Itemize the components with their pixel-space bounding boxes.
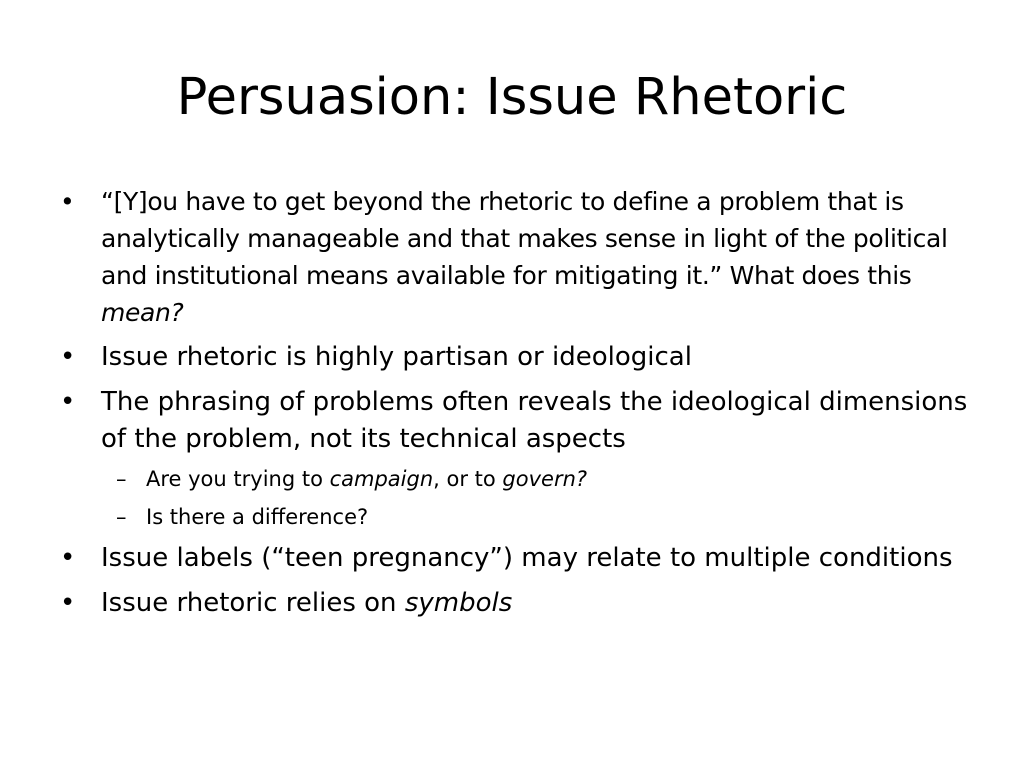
bullet-marker: • [60,342,76,372]
sub-bullet-text: Is there a difference? [146,505,369,529]
bullet-italic-text: symbols [404,588,513,618]
sub-bullet-item [116,502,970,532]
slide-title: Persuasion: Issue Rhetoric [176,68,848,127]
bullet-marker: • [60,387,76,417]
bullet-text: Issue rhetoric is highly partisan or ideological [101,342,692,372]
bullet-list [60,183,970,630]
sub-bullet-item [116,464,970,494]
sub-bullet-italic-text: govern? [502,467,588,491]
bullet-marker: • [60,588,76,618]
sub-bullet-text: , or to [433,467,503,491]
bullet-item [60,585,970,622]
sub-bullet-text: Are you trying to [146,467,330,491]
bullet-text: “[Y]ou have to get beyond the rhetoric to define a problem that is analytically manageable and that makes sense in light of the political and institutional means available for mitigating it.” What does this [101,187,948,290]
bullet-italic-text: mean? [101,298,184,327]
bullet-marker: • [60,543,76,573]
sub-bullet-italic-text: campaign [329,467,434,491]
bullet-marker: • [60,187,75,216]
sub-bullet-marker: – [116,467,127,491]
bullet-item [60,384,970,532]
bullet-text: Issue rhetoric relies on [101,588,405,618]
sub-bullet-marker: – [116,505,127,529]
bullet-item [60,183,970,331]
bullet-text: The phrasing of problems often reveals the ideological dimensions of the problem, not its technical aspects [101,387,968,454]
bullet-item [60,540,970,577]
bullet-text: Issue labels (“teen pregnancy”) may relate to multiple conditions [101,543,953,573]
sub-bullet-list [101,464,970,532]
bullet-item [60,339,970,376]
